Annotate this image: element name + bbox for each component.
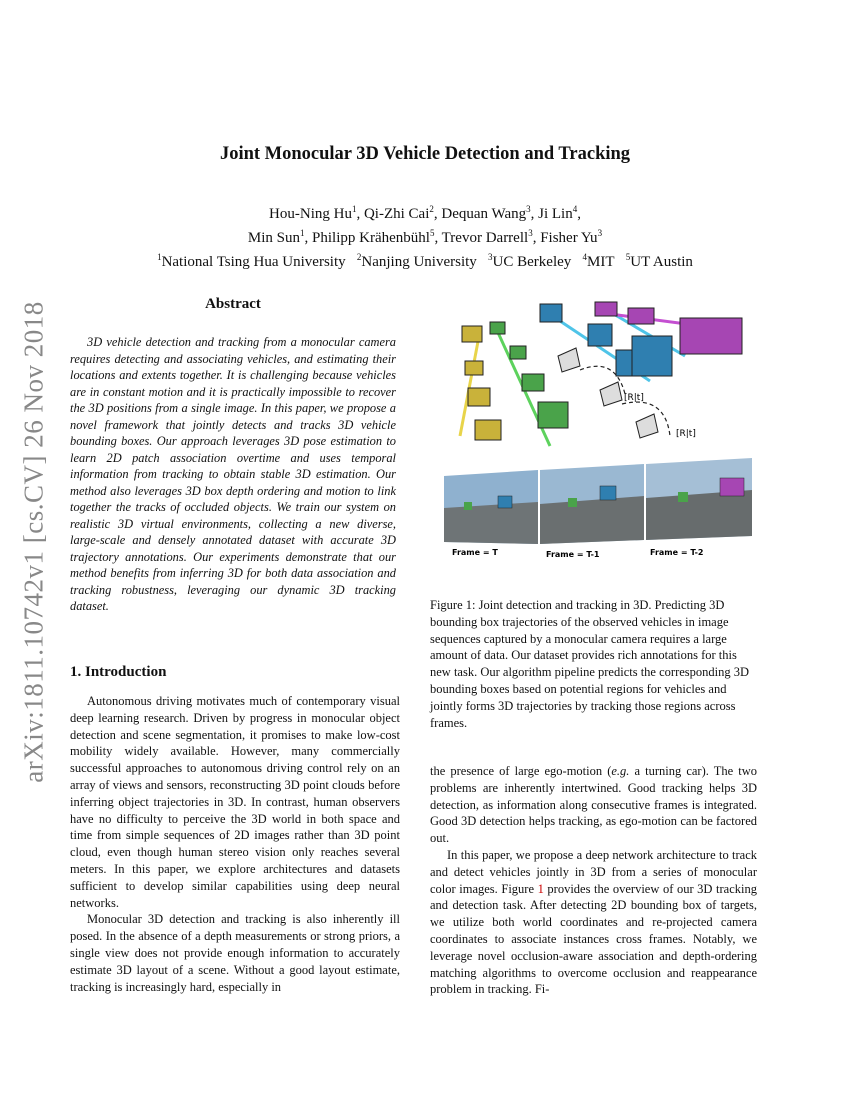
p3-part-b: a turning car). The two problems are inherently intertwined. Good tracking helps 3D detection, as information along consecutive frames is integrated. Good 3D detection helps tracking, as ego-motion can be factored out. (430, 764, 757, 846)
affil-num: 2 (356, 252, 362, 262)
author-block (0, 200, 850, 272)
author-sup: 3 (526, 204, 531, 214)
author-sup: 1 (300, 228, 305, 238)
figure-illustration (440, 296, 755, 566)
abstract-heading: Abstract (205, 296, 261, 312)
author-sup: 2 (429, 204, 434, 214)
transform-label-1: [R|t] (624, 393, 644, 403)
affil-name: UT Austin (630, 254, 693, 270)
p4-part-a: In this paper, we propose a deep network architecture to track and detect vehicles jointly in 3D from a series of monocular color images. Figure (430, 847, 757, 896)
frame-t-2 (646, 458, 752, 540)
affil-num: 1 (157, 252, 162, 262)
p3-eg: e.g. (611, 764, 630, 778)
frame-label-t-2: Frame = T-2 (650, 548, 704, 557)
affil-num: 3 (488, 252, 493, 262)
intro-paragraph-3 (430, 763, 757, 847)
affil-name: Nanjing University (361, 254, 477, 270)
intro-paragraph-1: Autonomous driving motivates much of contemporary visual deep learning research. Driven by progress in monocular object detection and scene segmentation, it promises to make low-cost mobility widely available. However, many commercially successful approaches to autonomous driving control rely on an array of views and sensors, reconstructing 3D point clouds before inferring object trajectories in 3D. In contrast, human observers have no difficulty to perceive the 3D world in both space and time from simple sequences of 2D images rather than 3D point cloud, even though human stereo vision only reaches several meters. In this paper, we explore architectures and datasets sufficient to develop similar capabilities using deep neural networks. (70, 694, 400, 910)
author-sup: 5 (429, 228, 435, 238)
affil-num: 4 (582, 252, 588, 262)
frame-t (444, 470, 538, 544)
affil-name: National Tsing Hua University (161, 254, 346, 270)
author-name: , Philipp Krähenbühl (304, 230, 430, 246)
author-name: , Qi-Zhi Cai (356, 206, 430, 222)
author-name: Hou-Ning Hu (269, 206, 352, 222)
paper-title: Joint Monocular 3D Vehicle Detection and Tracking (219, 144, 631, 164)
p3-part-a: the presence of large ego-motion ( (430, 764, 612, 778)
figure-caption: Figure 1: Joint detection and tracking in 3D. Predicting 3D bounding box trajectories of the observed vehicles in image sequences captured by a monocular camera requires a large amount of data. Our dataset provides rich annotations for this new task. Our algorithm pipeline predicts the corresponding 3D bounding boxes based on potential regions for vehicles and jointly forms 3D trajectories by tracking those regions across frames. (430, 598, 750, 730)
section-heading-introduction: 1. Introduction (70, 664, 167, 680)
frame-t-1 (540, 464, 644, 544)
affil-name: UC Berkeley (492, 254, 572, 270)
affil-name: MIT (587, 254, 615, 270)
authors-line-1 (0, 200, 850, 224)
authors-line-2 (0, 224, 850, 248)
intro-paragraph-2: Monocular 3D detection and tracking is also inherently ill posed. In the absence of a depth measurements or strong priors, a single view does not provide enough information to accurately estimate 3D layout of a scene. Without a good layout estimate, tracking is increasingly hard, especially in (70, 912, 400, 994)
affil-num: 5 (625, 252, 631, 262)
affiliations (0, 248, 850, 272)
frame-label-t: Frame = T (452, 548, 498, 557)
author-sup: 3 (597, 228, 603, 238)
p4-part-b: provides the overview of our 3D tracking and detection task. After detecting 2D bounding box of targets, we utilize both world coordinates and re-projected camera coordinates to associate instances cross frames. Notably, we leverage novel occlusion-aware association and depth-ordering matching algorithms to overcome occlusion and reappearance problem in tracking. Fi- (430, 881, 757, 997)
vehicle-boxes-yellow (462, 326, 501, 440)
abstract-text: 3D vehicle detection and tracking from a monocular camera requires detecting and associating vehicles, and estimating their locations and extents together. It is challenging because vehicles are in constant motion and it is practically impossible to recover the 3D positions from a single image. In this paper, we propose a novel framework that jointly detects and tracks 3D vehicle bounding boxes. Our approach leverages 3D pose estimation to learn 2D patch association overtime and uses temporal information from tracking to obtain stable 3D estimation. Our method also leverages 3D box depth ordering and motion to link together the tracks of occluded objects. We train our system on realistic 3D virtual environments, collecting a new diverse, large-scale and densely annotated dataset with accurate 3D trajectory annotations. Our experiments demonstrate that our method benefits from inferring 3D for both data association and tracking robustness, leveraging our dynamic 3D tracking dataset. (70, 335, 396, 613)
abstract-body (70, 334, 396, 615)
author-name: , Fisher Yu (532, 230, 598, 246)
author-sep: , (577, 206, 581, 222)
author-name: , Ji Lin (530, 206, 573, 222)
figure-1 (440, 296, 755, 566)
transform-label-2: [R|t] (676, 429, 696, 439)
author-sup: 3 (528, 228, 533, 238)
intro-column-right (430, 763, 757, 998)
arxiv-id: arXiv:1811.10742v1 [cs.CV] 26 Nov 2018 (18, 301, 49, 783)
author-sup: 1 (351, 204, 357, 214)
frame-label-t-1: Frame = T-1 (546, 550, 600, 559)
arxiv-sidebar (12, 290, 62, 790)
intro-paragraph-4 (430, 847, 757, 998)
author-name: , Trevor Darrell (434, 230, 529, 246)
author-name: Min Sun (247, 230, 301, 246)
figure-reference-link[interactable]: 1 (537, 881, 544, 896)
author-sup: 4 (572, 204, 578, 214)
author-name: , Dequan Wang (433, 206, 527, 222)
intro-column-left (70, 693, 400, 995)
